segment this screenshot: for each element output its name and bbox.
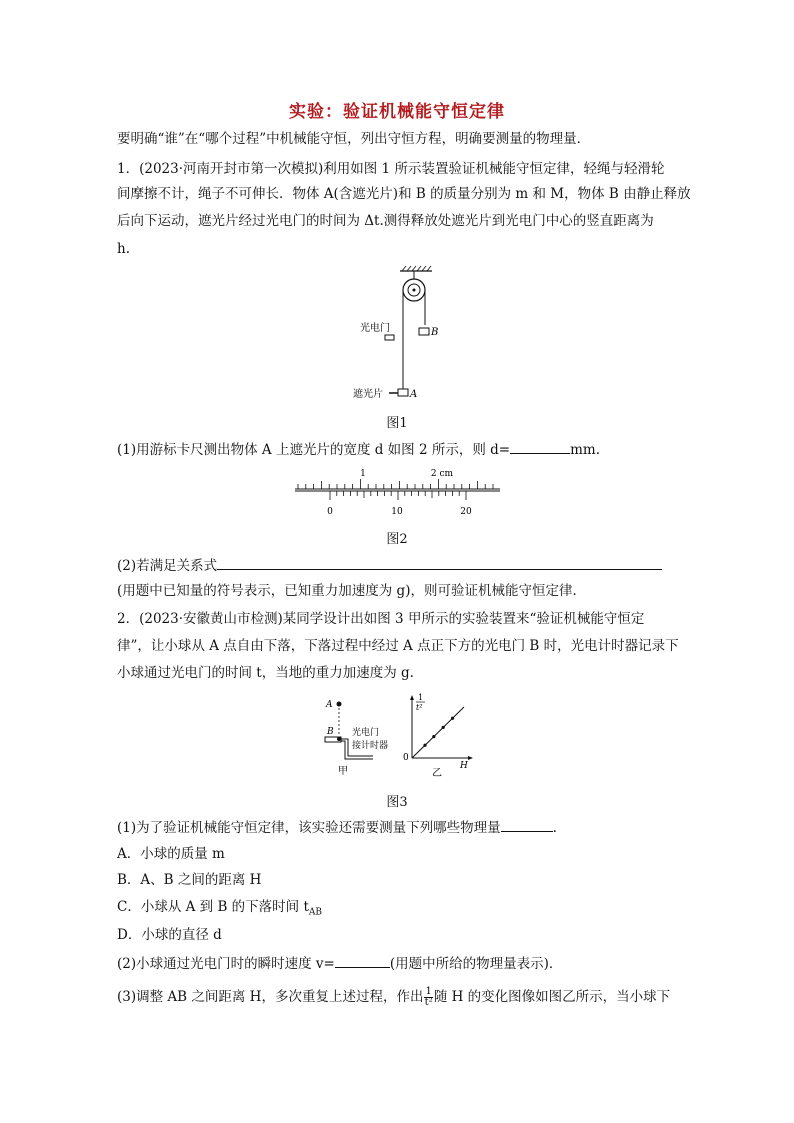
q2-sub3: (3)调整 AB 之间距离 H，多次重复上述过程，作出 $\frac{1}{\text{t²}}$ 随 H 的变化图像如图乙所示，当小球下: [117, 986, 671, 1008]
yi-axis-den: t²: [416, 703, 423, 712]
fraction-1-over-t2: $\frac{1}{\text{t²}}$: [424, 986, 433, 1008]
data-point: [432, 735, 435, 738]
figure-1-pulley: [340, 265, 470, 405]
q1-line-4: h.: [117, 241, 130, 257]
q2-sub1: (1)为了验证机械能守恒定律，该实验还需要测量下列哪些物理量 .: [117, 820, 557, 836]
fit-line: [412, 707, 464, 758]
figure-3-yi-graph: [398, 688, 478, 784]
fig3-label-yi: 乙: [432, 768, 442, 779]
yi-axis-num: 1: [418, 693, 424, 702]
block-B: [419, 328, 429, 335]
q2-option-a: A．小球的质量 m: [117, 846, 225, 862]
q2-line-1: 2．(2023·安徽黄山市检测)某同学设计出如图 3 甲所示的实验装置来“验证机械能守恒定: [117, 611, 645, 627]
main-label-1: 1: [360, 469, 366, 479]
vernier-label-20: 20: [460, 507, 472, 517]
q1-sub2-line2: (用题中已知量的符号表示，已知重力加速度为 g)，则可验证机械能守恒定律．: [117, 583, 586, 599]
data-point: [442, 726, 445, 729]
fig3-label-A: A: [326, 700, 333, 710]
yi-axis-x: H: [460, 761, 468, 771]
main-scale-ticks: [298, 479, 493, 489]
vernier-label-10: 10: [391, 507, 403, 517]
q2-line-3: 小球通过光电门的时间 t，当地的重力加速度为 g.: [117, 665, 414, 681]
data-point: [451, 717, 454, 720]
fig3-label-gate: 光电门: [352, 728, 380, 738]
intro-text: 要明确“谁”在“哪个过程”中机械能守恒，列出守恒方程，明确要测量的物理量．: [117, 131, 591, 147]
q2-line-2: 律”，让小球从 A 点自由下落，下落过程中经过 A 点正下方的光电门 B 时，光电计时器记录下: [117, 638, 679, 654]
q1-sub1: (1)用游标卡尺测出物体 A 上遮光片的宽度 d 如图 2 所示，则 d= mm.: [117, 442, 601, 458]
figure-3-caption: 图3: [386, 795, 408, 810]
block-A: [398, 389, 408, 396]
q2-option-d: D．小球的直径 d: [117, 927, 222, 943]
figure-2-vernier: [290, 466, 505, 518]
q1-line-1: 1．(2023·河南开封市第一次模拟)利用如图 1 所示装置验证机械能守恒定律，轻绳与轻滑轮: [117, 161, 665, 177]
fig3-label-jia: 甲: [338, 766, 348, 777]
q1-line-2: 间摩擦不计，绳子不可伸长．物体 A(含遮光片)和 B 的质量分别为 m 和 M，物体 B 由静止释放: [117, 186, 691, 202]
photogate: [385, 335, 394, 340]
fig3-label-B: B: [327, 727, 334, 737]
figure-3-jia: [318, 694, 408, 784]
figure-2-caption: 图2: [386, 532, 408, 547]
q2-sub2: (2)小球通过光电门时的瞬时速度 v= (用题中所给的物理量表示)．: [117, 956, 563, 972]
q1-sub2: (2)若满足关系式: [117, 556, 687, 575]
vernier-label-0: 0: [327, 507, 333, 517]
fig1-label-shade: 遮光片: [353, 389, 383, 400]
data-point: [423, 744, 426, 747]
fig3-label-timer: 接计时器: [352, 741, 389, 751]
ball-A: [337, 702, 342, 707]
figure-1-caption: 图1: [386, 416, 408, 431]
fig1-label-gate: 光电门: [360, 323, 390, 334]
fig1-label-A: A: [410, 389, 418, 400]
q2-option-c: C．小球从 A 到 B 的下落时间 $t_{AB}$: [117, 899, 323, 918]
fig1-label-B: B: [431, 327, 439, 338]
page-title: 实验：验证机械能守恒定律: [289, 102, 505, 122]
yi-origin: 0: [403, 753, 409, 763]
main-label-2cm: 2 cm: [430, 469, 454, 479]
q1-line-3: 后向下运动，遮光片经过光电门的时间为 Δt.测得释放处遮光片到光电门中心的竖直距离为: [117, 213, 654, 229]
q2-option-b: B．A、B 之间的距离 H: [117, 872, 262, 888]
vernier-scale-ticks: [330, 491, 466, 500]
